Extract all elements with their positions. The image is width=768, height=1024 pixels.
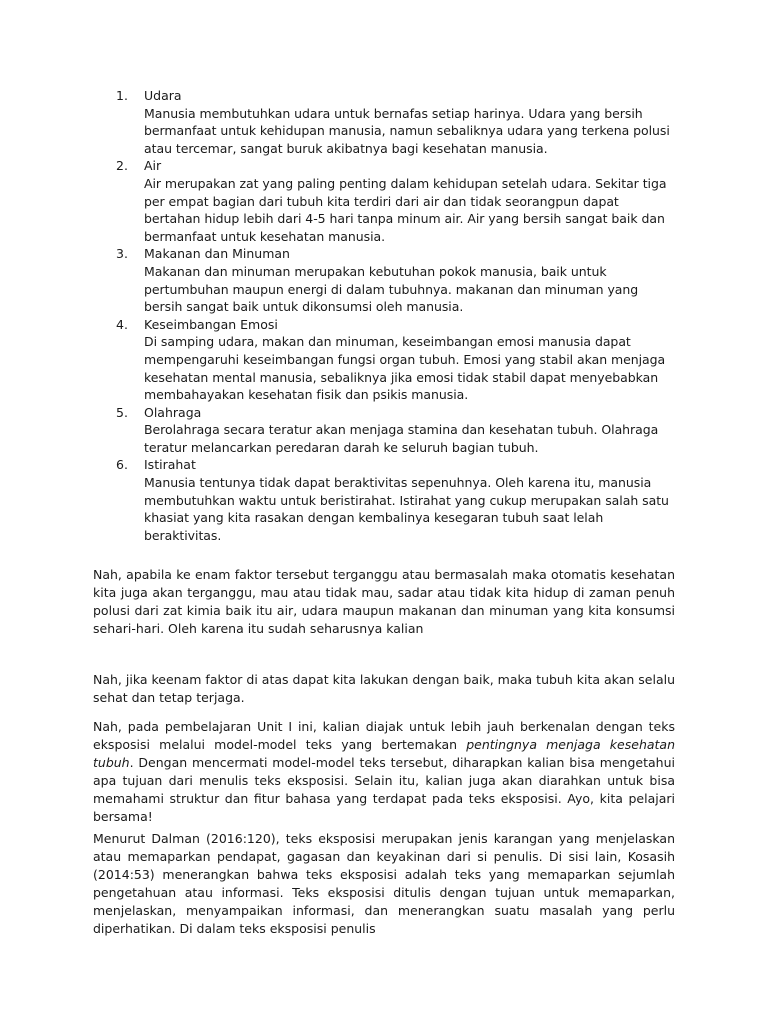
- list-item-body: Makanan dan minuman merupakan kebutuhan pokok manusia, baik untuk pertumbuhan maupun energi di dalam tubuhnya. makanan dan minuman yang bersih sangat baik untuk dikonsumsi oleh manusia.: [144, 263, 639, 315]
- list-item-title: Makanan dan Minuman: [144, 246, 290, 262]
- list-number: 1.: [116, 88, 128, 103]
- paragraph-definition: Menurut Dalman (2016:120), teks eksposisi merupakan jenis karangan yang menjelaskan atau memaparkan pendapat, gagasan dan keyakinan dari si penulis. Di sisi lain, Kosasih (2014:53) menerangkan bahwa teks eksposisi adalah teks yang memaparkan sejumlah pengetahuan atau informasi. Teks eksposisi ditulis dengan tujuan untuk memaparkan, menjelaskan, menyampaikan informasi, dan menerangkan suatu masalah yang perlu diperhatikan. Di dalam teks eksposisi penulis: [93, 831, 675, 936]
- list-item: [116, 316, 676, 404]
- list-item-body: Manusia membutuhkan udara untuk bernafas setiap harinya. Udara yang bersih bermanfaat untuk kehidupan manusia, namun sebaliknya udara yang terkena polusi atau tercemar, sangat buruk akibatnya bagi kesehatan manusia.: [144, 105, 670, 156]
- list-item: [116, 157, 676, 245]
- list-item-title: Air: [144, 158, 162, 174]
- list-item-title: Istirahat: [144, 457, 196, 473]
- paragraph-text: . Dengan mencermati model-model teks tersebut, diharapkan kalian bisa mengetahui apa tujuan dari menulis teks eksposisi. Selain itu, kalian juga akan diarahkan untuk bisa memahami struktur dan fitur bahasa yang terdapat pada teks eksposisi. Ayo, kita pelajari bersama!: [93, 755, 675, 824]
- list-number: 5.: [116, 404, 128, 420]
- list-item: [116, 456, 676, 544]
- list-item-body: Berolahraga secara teratur akan menjaga stamina dan kesehatan tubuh. Olahraga teratur melancarkan peredaran darah ke seluruh bagian tubuh.: [144, 422, 659, 455]
- paragraph-text: Nah, pada pembelajaran Unit I ini, kalian diajak untuk lebih jauh berkenalan dengan teks eksposisi melalui model-model teks yang bertemakan: [93, 719, 675, 752]
- list-number: 6.: [116, 457, 128, 473]
- factor-list: [116, 87, 676, 544]
- paragraph-factors-disturbed: Nah, apabila ke enam faktor tersebut terganggu atau bermasalah maka otomatis kesehatan kita juga akan terganggu, mau atau tidak mau, sadar atau tidak kita hidup di zaman penuh polusi dari zat kimia baik itu air, udara maupun makanan dan minuman yang kita konsumsi sehari-hari. Oleh karena itu sudah seharusnya kalian: [93, 567, 675, 636]
- list-number: 4.: [116, 316, 128, 332]
- list-number: 3.: [116, 246, 128, 262]
- list-item-title: Olahraga: [144, 404, 202, 420]
- list-item-body: Manusia tentunya tidak dapat beraktivitas sepenuhnya. Oleh karena itu, manusia membutuhkan waktu untuk beristirahat. Istirahat yang cukup merupakan salah satu khasiat yang kita rasakan dengan kembalinya kesegaran tubuh saat lelah beraktivitas.: [144, 475, 669, 543]
- list-item: [116, 245, 676, 315]
- theme-emphasis: pentingnya menjaga kesehatan tubuh: [93, 737, 676, 770]
- list-number: 2.: [116, 158, 128, 174]
- list-item: [116, 87, 676, 157]
- list-item-body: Air merupakan zat yang paling penting dalam kehidupan setelah udara. Sekitar tiga per empat bagian dari tubuh kita terdiri dari air dan tidak seorangpun dapat bertahan hidup lebih dari 4-5 hari tanpa minum air. Air yang bersih sangat baik dan bermanfaat untuk kesehatan manusia.: [144, 175, 667, 244]
- list-item-body: Di samping udara, makan dan minuman, keseimbangan emosi manusia dapat mempengaruhi keseimbangan fungsi organ tubuh. Emosi yang stabil akan menjaga kesehatan mental manusia, sebaliknya jika emosi tidak stabil dapat menyebabkan membahayakan kesehatan fisik dan psikis manusia.: [144, 334, 666, 403]
- list-item-title: Keseimbangan Emosi: [144, 316, 278, 332]
- list-item: [116, 404, 676, 457]
- paragraph-unit-intro: [93, 718, 675, 826]
- list-item-title: Udara: [144, 88, 182, 103]
- paragraph-factors-good: Nah, jika keenam faktor di atas dapat kita lakukan dengan baik, maka tubuh kita akan selalu sehat dan tetap terjaga.: [93, 672, 675, 705]
